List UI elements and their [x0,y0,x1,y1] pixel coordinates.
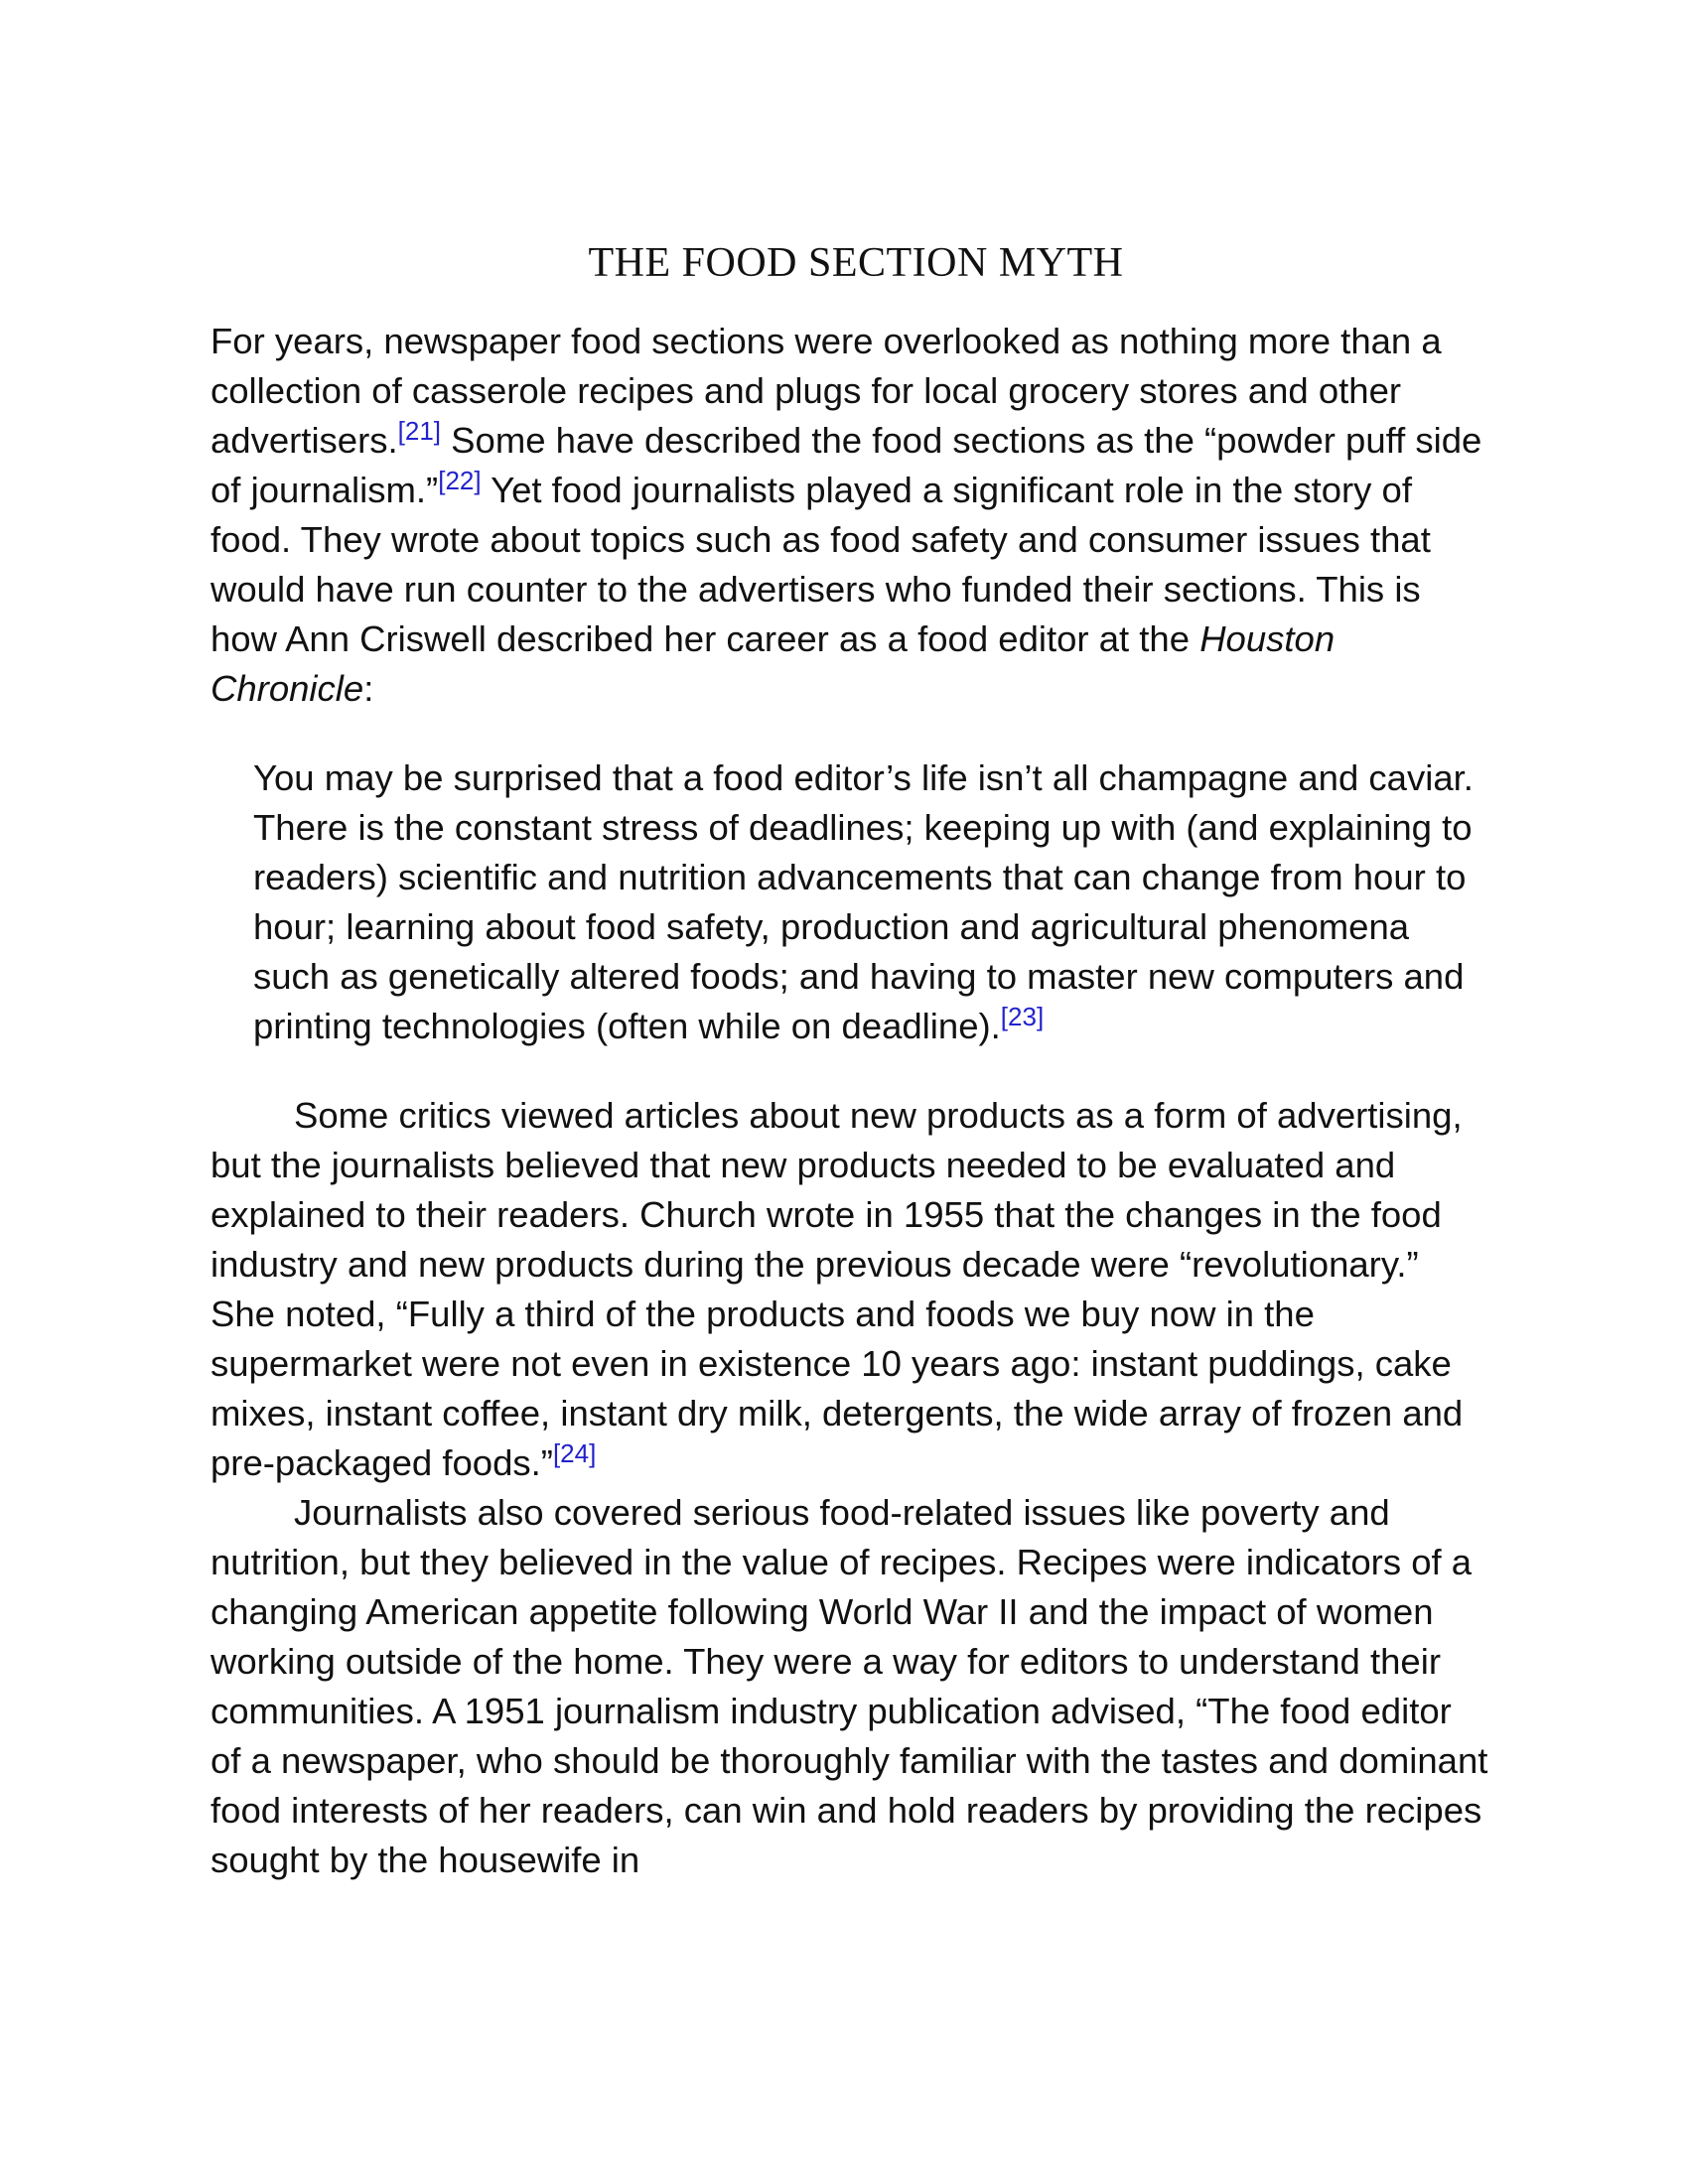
body-paragraph-3 [211,1488,1491,1885]
page-title: THE FOOD SECTION MYTH [588,240,1124,286]
footnote-ref-22[interactable]: [22] [438,466,482,495]
paragraph-text: Yet food journalists played a significant role in the story of food. They wrote about topics such as food safety and consumer issues that would have run counter to the advertisers who funded their sections. This is how Ann Criswell described her career as a food editor at the [211,470,1431,659]
footnote-ref-24[interactable]: [24] [552,1438,597,1468]
paragraph-text: Journalists also covered serious food-related issues like poverty and nutrition, but they believed in the value of recipes. Recipes were indicators of a changing American appetite following World War II and the impact of women working outside of the home. They were a way for editors to understand their communities. A 1951 journalism industry publication advised, “The food editor of a newspaper, who should be thoroughly familiar with the tastes and dominant food interests of her readers, can win and hold readers by providing the recipes sought by the housewife in [211,1492,1488,1880]
publication-name: Houston Chronicle [211,618,1336,709]
paragraph-text: Some critics viewed articles about new products as a form of advertising, but the journalists believed that new products needed to be evaluated and explained to their readers. Church wrote in 1955 that the changes in the food industry and new products during the previous decade were “revolutionary.” She noted, “Fully a third of the products and foods we buy now in the supermarket were not even in existence 10 years ago: instant puddings, cake mixes, instant coffee, instant dry milk, detergents, the wide array of frozen and pre-packaged foods.” [211,1095,1464,1483]
block-quote [253,753,1475,1051]
paragraph-text: Some have described the food sections as the “powder puff side of journalism.” [211,420,1482,510]
body-paragraph-1 [211,317,1491,714]
paragraph-text: : [363,668,374,709]
quote-text: You may be surprised that a food editor’s life isn’t all champagne and caviar. There is the constant stress of deadlines; keeping up with (and explaining to readers) scientific and nutrition advancements that can change from hour to hour; learning about food safety, production and agricultural phenomena such as genetically altered foods; and having to master new computers and printing technologies (often while on deadline). [253,757,1474,1046]
footnote-ref-23[interactable]: [23] [1000,1002,1045,1031]
paragraph-text: For years, newspaper food sections were overlooked as nothing more than a collection of casserole recipes and plugs for local grocery stores and other advertisers. [211,321,1442,461]
footnote-ref-21[interactable]: [21] [397,416,442,446]
document-page [211,233,1491,1885]
body-paragraph-2 [211,1091,1491,1488]
